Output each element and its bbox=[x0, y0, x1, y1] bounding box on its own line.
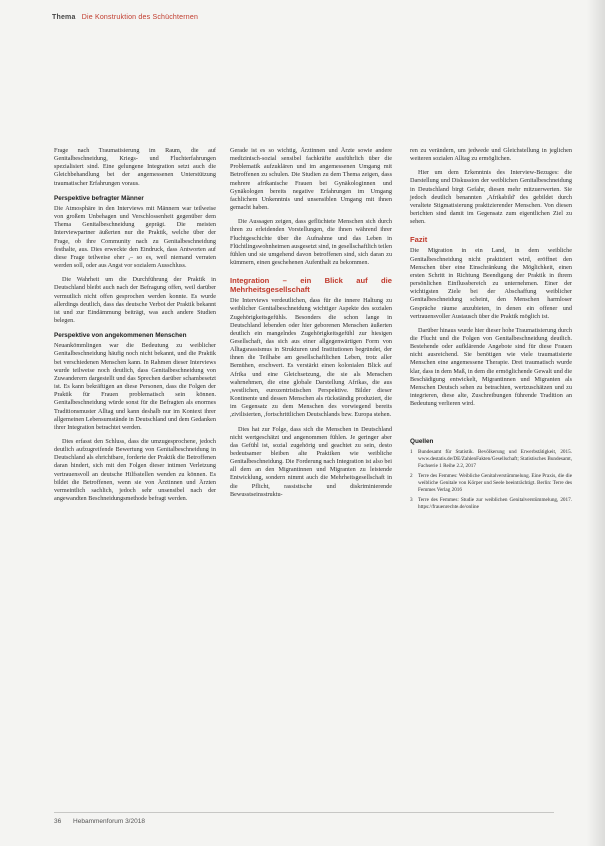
header-title: Die Konstruktion des Schüchternen bbox=[81, 14, 199, 21]
paragraph: Dies erfasst den Schluss, dass die umzugesprochene, jedoch deutlich aufzugreifende Bewertung von Genitalbeschneidung in Deutschland als ehrichtbare, forderte der Praktik die Betroffenen daran hindert, sich mit den Folgen dieser intimen Verletzung vertrauensvoll an deutsche Hilfsstellen wenden zu können. Es bildet die Betroffenen, wenn sie von Ärztinnen und Ärzten vermeintlich sachlich, jedoch sehr unsensibel nach der angewandten Beschneidungsmethode befragt werden. bbox=[54, 438, 216, 503]
header-topic: Thema bbox=[52, 14, 76, 21]
section-heading: Fazit bbox=[410, 235, 428, 245]
journal-name: Hebammenforum 3/2018 bbox=[73, 818, 145, 825]
paragraph: Die Migration in ein Land, in dem weibliche Genitalbeschneidung nicht praktiziert wird, eröffnet den Menschen über eine Einschränkung die Möglichkeit, einen ersten Schritt in Richtung Beendigung der Praktik in ihrem persönlichen Einflussbereich zu unternehmen. Einer der wichtigsten Ziele bei der Abschaffung weiblicher Genitalbeschneidung scheint, den Menschen harmloser Gespräche räume anzubieten, in denen ein offener und vertrauensvoller Austausch über die Praktik möglich ist. bbox=[410, 247, 572, 320]
paragraph: Darüber hinaus wurde hier dieser hohe Traumatisierung durch die Flucht und die Folgen von Genitalbeschneidung deutlich. Bestehende oder aufklärende Angebote sind für diese Frauen nicht ausreichend. Sie benötigen wie viele traumatisierte Menschen eine angemessene Therapie. Drei traumatisch wurde klar, dass in dem Maß, in dem die ermöglichende Gewalt und die Beschädigung entwickelt, Migrantinnen und Migranten als Menschen Deutsch sehen zu betrachten, wertzuschätzen und zu integrieren, diese alte, Zuschreibungen führende Tradition an Bedeutung verlieren wird. bbox=[410, 326, 572, 408]
paragraph: Dies hat zur Folge, dass sich die Menschen in Deutschland nicht wertgeschätzt und angenommen fühlen. Je geringer aber das Gefühl ist, sozial zugehörig und geachtet zu sein, desto bedeutsamer bleiben alte Praktiken wie weibliche Genitalbeschneidung. Die Forderung nach Integration ist also bei all dem an den Migrantinnen und Migranten zu leistende Entwicklung, sondern nimmt auch die Mehrheitsgesellschaft in die Pflicht, rassistische und diskriminierende Bewusstseinsstruktu- bbox=[230, 425, 392, 498]
source-text: Terre des Femmes: Weibliche Genitalverstümmelung. Eine Praxis, die die weibliche Genitale von Körper und Seele beeinträchtigt. Berlin: Terre des Femmes Verlag 2016 bbox=[418, 472, 572, 493]
paragraph: Frage nach Traumatisierung im Raum, die auf Genitalbeschneidung, Kriegs- und Fluchterfahrungen spezialisiert sind. Eine gelungene Integration setzt auch die Gleichbehandlung bei der angemessenen Unterstützung traumatischer Erfahrungen voraus. bbox=[54, 147, 216, 187]
paragraph: Die Aussagen zeigen, dass geflüchtete Menschen sich durch ihren zu erleidenden Vorstellungen, die ihnen während ihrer Fluchtgeschichte über die Aufnahme und das Leben in Flüchtlingswohnheimen ausgesetzt sind, in gesellschaftlich teilen fühlen und sie umgehend davon betroffenen sind, sich daran zu kümmern, einen geschehenen Aufenthalt zu bekommen. bbox=[230, 218, 392, 267]
paragraph: Die Atmosphäre in den Interviews mit Männern war teilweise von großem Unbehagen und Verschlossenheit gegenüber dem Thema Genitalbeschneidung geprägt. Die meisten Interviewpartner äußerten nur die Praktik, welche über der Frage, ob ihre Community nach zu Genitalbeschneidung festhalte, aus. Dies erweckte den Eindruck, dass Antworten auf diese Frage teilweise eher ,– so es, weil niemand verraten werden soll, oder aus Angst vor sozialem Ausschluss. bbox=[54, 204, 216, 270]
source-number: 1 bbox=[410, 448, 413, 455]
page-spine-shadow bbox=[587, 0, 605, 846]
column-2 bbox=[230, 147, 392, 505]
column-1 bbox=[54, 147, 216, 509]
subheading: Perspektive befragter Männer bbox=[54, 194, 144, 202]
footer-rule bbox=[54, 812, 554, 813]
source-text: Terre des Femmes: Studie zur weiblichen Genitalverstümmelung, 2017. https://frauenrechte.de/online bbox=[418, 496, 572, 510]
sources-heading: Quellen bbox=[410, 438, 434, 446]
subheading: Perspektive von angekommenen Menschen bbox=[54, 332, 187, 340]
paragraph: Hier um dem Erkenntnis des Interview-Bezuges: die Darstellung und Diskussion der weiblichen Genitalbeschneidung in Deutschland birgt Gefahr, diesen mehr mitzuerwerten. Sie jedoch deutlich benannten ,Afrikabild' des gebildet durch veraltete Stigmatisierung praktizierender Menschen. Von diesen berichten sind damit im Gegensatz zum eigentlichen Ziel zu sehen. bbox=[410, 169, 572, 226]
source-number: 2 bbox=[410, 472, 413, 479]
page-footer bbox=[54, 818, 145, 825]
page-number: 36 bbox=[54, 818, 62, 825]
source-item bbox=[410, 497, 572, 511]
section-heading: Integration – ein Blick auf die Mehrheitsgesellschaft bbox=[230, 276, 392, 295]
paragraph: ren zu verändern, um jedwede und Gleichstellung in jeglichen weiteren sozialen Alltag zu ermöglichen. bbox=[410, 147, 572, 163]
paragraph: Die Wahrheit um die Durchführung der Praktik in Deutschland bleibt auch nach der Befragung offen, weil darüber vermutlich nicht offen gesprochen werden konnte. Es wurde allerdings deutlich, dass das deutsche Verbot der Praktik bekannt ist und zur Eindämmung beiträgt, was auch andere Studien belegen. bbox=[54, 276, 216, 324]
paragraph: Neuankömmlingen war die Bedeutung zu weiblicher Genitalbeschneidung häufig noch nicht bekannt, und die Praktik bei verschiedenen Menschen kann. In Rahmen dieser Interviews wurde teilweise noch deutlich, dass Genitalbeschneidung von Zuwanderern dargestellt und das Sprechen darüber schambesetzt ist. Es kann bekräftigen an diese Personen, dass die Folgen der Praktik für Frauen problematisch sein können. Genitalbeschneidung würde sonst für die Befragten als enormes Traditionsmuster Alltag und kann deshalb nur im Kontext ihrer allgemeinen Lebensumstände in Deutschland und dem Gedanken ihrer Integration betrachtet werden. bbox=[54, 342, 216, 431]
source-number: 3 bbox=[410, 496, 413, 503]
source-item bbox=[410, 449, 572, 470]
source-item bbox=[410, 473, 572, 494]
paragraph: Gerade ist es so wichtig, Ärztinnen und Ärzte sowie andere medizinisch-sozial sensibel fachkräfte ausführlich über die Problematik aufzuklären und im angemessenen Umgang mit Betroffenen zu schulen. Die Studien zu dem Thema zeigen, dass mehrere afrikanische Frauen bei Gynäkologinnen und Gynäkologen bereits negative Erfahrungen im Umgang fachlichem Unkenntnis und unsensiblen Umgang mit ihnen gemacht haben. bbox=[230, 147, 392, 212]
column-3 bbox=[410, 147, 572, 514]
source-text: Bundesamt für Statistik. Bevölkerung und Erwerbstätigkeit, 2015. www.destatis.de/DE/ZahlenFakten/Gesellschaft; Statistisches Bundesamt, Fachserie 1 Reihe 2.2, 2017 bbox=[418, 448, 572, 469]
running-header bbox=[52, 14, 572, 21]
paragraph: Die Interviews verdeutlichen, dass für die innere Haltung zu weiblicher Genitalbeschneidung wichtiger Aspekte des sozialen Zugehörigkeitsgefühls. Besonders die schon lange in Deutschland lebenden oder hier geborenen Menschen äußerten deutlich ein mangelndes Zugehörigkeitsgefühl zur hiesigen Gesellschaft, das sich aus einer allgegenwärtigen Form von Alltagsrassismus in Strukturen und Institutionen begründet, der ihnen die Teilhabe am gesellschaftlichen Leben, trotz aller Bemühen, erschwert. Es verstärkt einen kolonialen Blick auf Afrika und eine Gleichsetzung, die sie als Menschen wahrnehmen, die eine globale Darstellung Afrikas, die aus ,westlichen, eurozentristischen Perspektive. Bilder dieser Kontinente und dessen Menschen als rückständig produziert, die im Gegensatz zu dem Menschen des vorwiegend bereits ,zivilisierten, ,fortschrittlichen Deutschlands bzw. Europa stehen. bbox=[230, 297, 392, 419]
